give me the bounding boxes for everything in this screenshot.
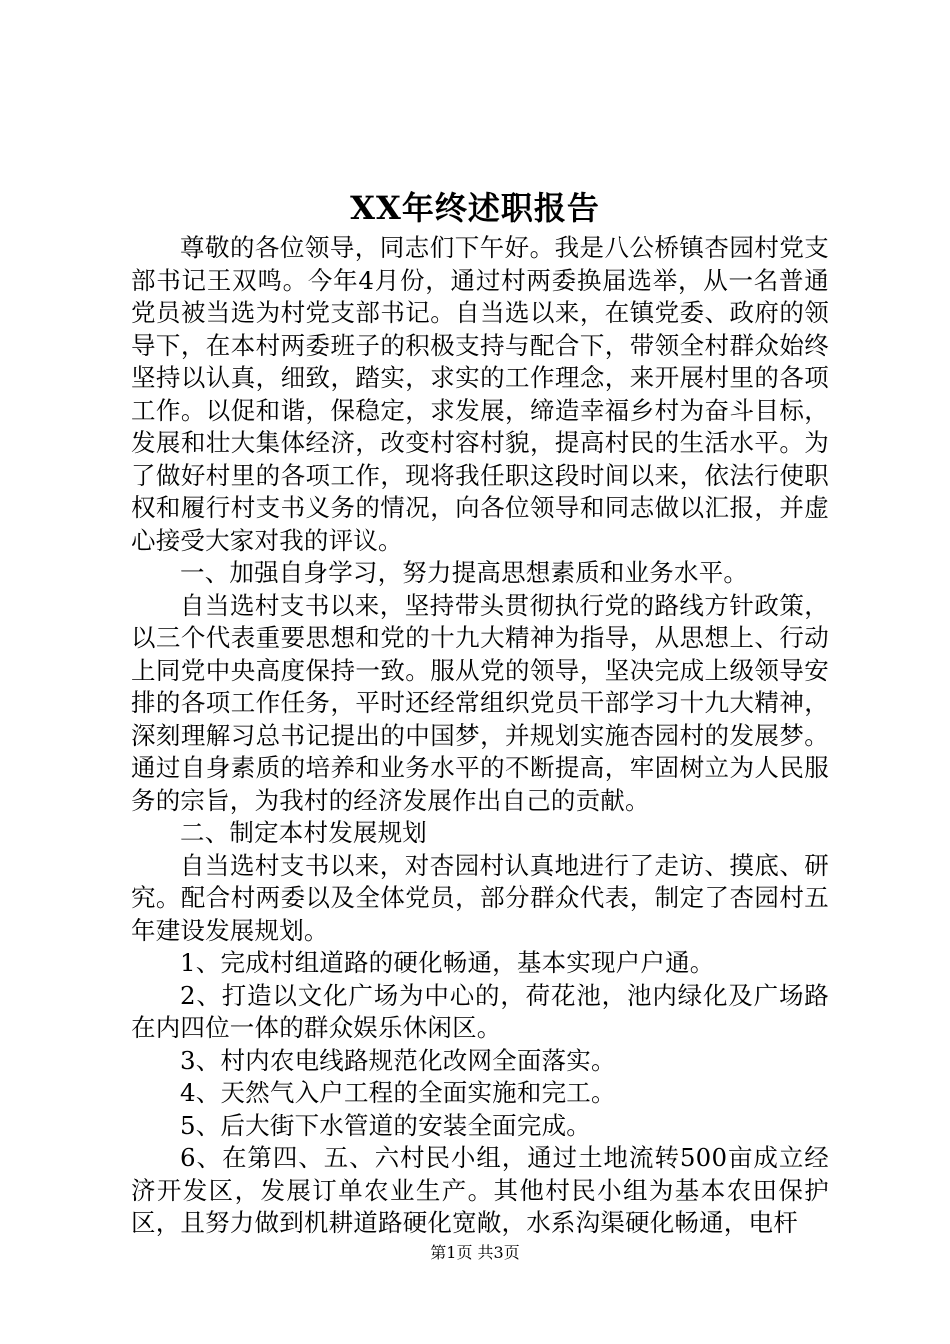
document-body [131,232,829,1240]
paragraph-intro: 尊敬的各位领导，同志们下午好。我是八公桥镇杏园村党支部书记王双鸣。今年4月份，通过村两委换届选举，从一名普通党员被当选为村党支部书记。自当选以来，在镇党委、政府的领导下，在本村两委班子的积极支持与配合下，带领全村群众始终坚持以认真，细致，踏实，求实的工作理念，来开展村里的各项工作。以促和谐，保稳定，求发展，缔造幸福乡村为奋斗目标，发展和壮大集体经济，改变村容村貌，提高村民的生活水平。为了做好村里的各项工作，现将我任职这段时间以来，依法行使职权和履行村支书义务的情况，向各位领导和同志做以汇报，并虚心接受大家对我的评议。 [131,233,829,555]
document-title: XX年终述职报告 [350,189,600,227]
section-heading-2: 二、制定本村发展规划 [180,818,427,847]
plan-item-3: 3、村内农电线路规范化改网全面落实。 [180,1045,616,1075]
plan-item-4: 4、天然气入户工程的全面实施和完工。 [180,1078,616,1107]
page-number-footer: 第1页 共3页 [430,1243,520,1262]
plan-item-1: 1、完成村组道路的硬化畅通，基本实现户户通。 [180,948,715,977]
paragraph-section-1: 自当选村支书以来，坚持带头贯彻执行党的路线方针政策，以三个代表重要思想和党的十九大精神为指导，从思想上、行动上同党中央高度保持一致。服从党的领导，坚决完成上级领导安排的各项工作任务，平时还经常组织党员干部学习十九大精神，深刻理解习总书记提出的中国梦，并规划实施杏园村的发展梦。通过自身素质的培养和业务水平的不断提高，牢固树立为人民服务的宗旨，为我村的经济发展作出自己的贡献。 [131,590,829,815]
paragraph-section-2: 自当选村支书以来，对杏园村认真地进行了走访、摸底、研究。配合村两委以及全体党员，部分群众代表，制定了杏园村五年建设发展规划。 [131,850,829,945]
plan-item-5: 5、后大街下水管道的安装全面完成。 [180,1110,591,1140]
plan-item-2: 2、打造以文化广场为中心的，荷花池，池内绿化及广场路在内四位一体的群众娱乐休闲区。 [131,980,829,1042]
section-heading-1: 一、加强自身学习，努力提高思想素质和业务水平。 [180,558,749,587]
plan-item-6: 6、在第四、五、六村民小组，通过土地流转500亩成立经济开发区，发展订单农业生产。其他村民小组为基本农田保护区，且努力做到机耕道路硬化宽敞，水系沟渠硬化畅通，电杆 [131,1143,829,1237]
